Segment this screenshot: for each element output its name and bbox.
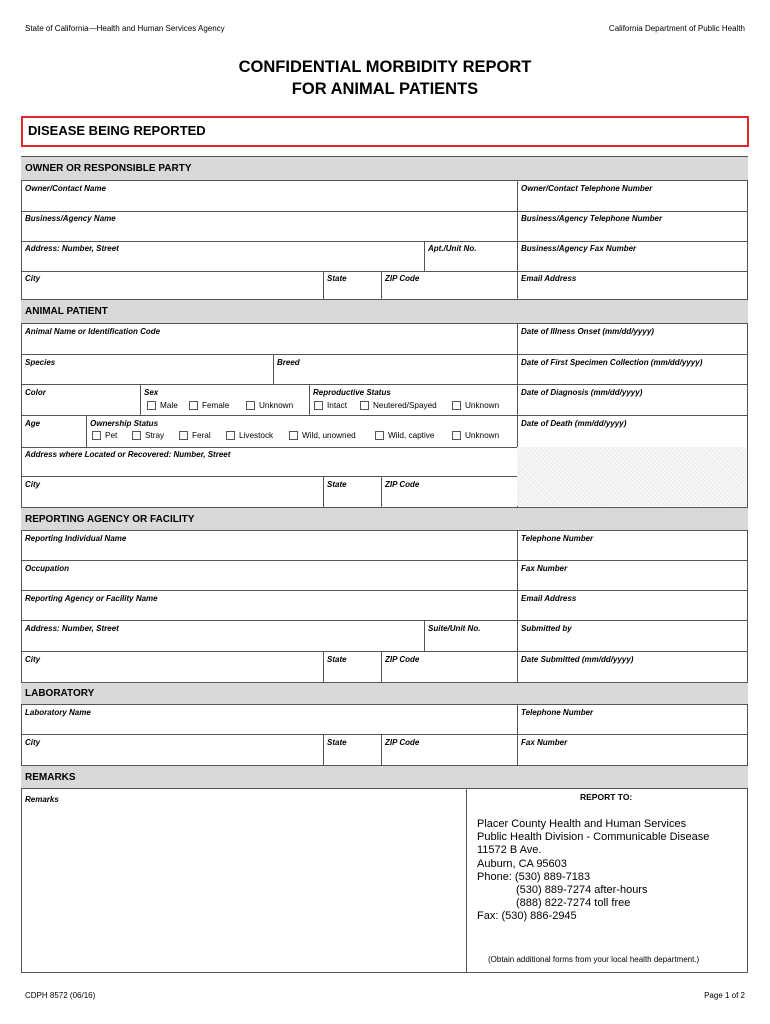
repro-intact-checkbox[interactable]: Intact: [314, 401, 347, 410]
ownership-wild-unowned-checkbox[interactable]: Wild, unowned: [289, 431, 356, 440]
repro-neutered-checkbox[interactable]: Neutered/Spayed: [360, 401, 437, 410]
animal-name-field[interactable]: Animal Name or Identification Code: [25, 327, 161, 336]
animal-zip-field[interactable]: ZIP Code: [385, 480, 420, 489]
sex-label: Sex: [144, 388, 159, 397]
reproductive-status-label: Reproductive Status: [313, 388, 391, 397]
animal-state-field[interactable]: State: [327, 480, 347, 489]
facility-name-field[interactable]: Reporting Agency or Facility Name: [25, 594, 158, 603]
age-field[interactable]: Age: [25, 419, 41, 428]
animal-city-field[interactable]: City: [25, 480, 41, 489]
business-phone-field[interactable]: Business/Agency Telephone Number: [521, 214, 663, 223]
illness-onset-date-field[interactable]: Date of Illness Onset (mm/dd/yyyy): [521, 327, 654, 336]
ownership-feral-checkbox[interactable]: Feral: [179, 431, 211, 440]
business-fax-field[interactable]: Business/Agency Fax Number: [521, 244, 637, 253]
reporting-state-field[interactable]: State: [327, 655, 347, 664]
owner-section-header: [21, 156, 748, 181]
owner-address-field[interactable]: Address: Number, Street: [25, 244, 119, 253]
owner-email-field[interactable]: Email Address: [521, 274, 577, 283]
laboratory-state-field[interactable]: State: [327, 738, 347, 747]
sex-female-checkbox[interactable]: Female: [189, 401, 229, 410]
laboratory-city-field[interactable]: City: [25, 738, 41, 747]
occupation-field[interactable]: Occupation: [25, 564, 70, 573]
disease-label: DISEASE BEING REPORTED: [28, 123, 206, 138]
shaded-unused-area: [517, 447, 747, 506]
obtain-forms-note: (Obtain additional forms from your local health department.): [488, 955, 700, 964]
color-field[interactable]: Color: [25, 388, 46, 397]
reporting-fax-field[interactable]: Fax Number: [521, 564, 568, 573]
reporting-individual-field[interactable]: Reporting Individual Name: [25, 534, 127, 543]
first-specimen-date-field[interactable]: Date of First Specimen Collection (mm/dd/yyyy): [521, 358, 703, 367]
laboratory-name-field[interactable]: Laboratory Name: [25, 708, 91, 717]
owner-state-field[interactable]: State: [327, 274, 347, 283]
form-title-line2: FOR ANIMAL PATIENTS: [291, 80, 479, 98]
reporting-city-field[interactable]: City: [25, 655, 41, 664]
agency-header: State of California—Health and Human Services Agency: [25, 24, 225, 33]
reporting-email-field[interactable]: Email Address: [521, 594, 577, 603]
laboratory-section-header: [21, 682, 748, 705]
date-submitted-field[interactable]: Date Submitted (mm/dd/yyyy): [521, 655, 634, 664]
laboratory-heading: LABORATORY: [25, 688, 95, 699]
laboratory-fax-field[interactable]: Fax Number: [521, 738, 568, 747]
breed-field[interactable]: Breed: [277, 358, 300, 367]
owner-contact-name-field[interactable]: Owner/Contact Name: [25, 184, 106, 193]
sex-male-checkbox[interactable]: Male: [147, 401, 178, 410]
laboratory-zip-field[interactable]: ZIP Code: [385, 738, 420, 747]
form-title-line1: CONFIDENTIAL MORBIDITY REPORT: [238, 58, 532, 76]
business-name-field[interactable]: Business/Agency Name: [25, 214, 116, 223]
ownership-wild-captive-checkbox[interactable]: Wild, captive: [375, 431, 434, 440]
page-number: Page 1 of 2: [704, 991, 745, 1000]
ownership-livestock-checkbox[interactable]: Livestock: [226, 431, 273, 440]
reporting-suite-field[interactable]: Suite/Unit No.: [428, 624, 481, 633]
death-date-field[interactable]: Date of Death (mm/dd/yyyy): [521, 419, 627, 428]
reporting-address-field[interactable]: Address: Number, Street: [25, 624, 119, 633]
diagnosis-date-field[interactable]: Date of Diagnosis (mm/dd/yyyy): [521, 388, 643, 397]
remarks-field[interactable]: Remarks: [25, 795, 59, 804]
reporting-heading: REPORTING AGENCY OR FACILITY: [25, 514, 195, 525]
animal-heading: ANIMAL PATIENT: [25, 306, 108, 317]
repro-unknown-checkbox[interactable]: Unknown: [452, 401, 499, 410]
owner-contact-phone-field[interactable]: Owner/Contact Telephone Number: [521, 184, 653, 193]
owner-city-field[interactable]: City: [25, 274, 41, 283]
species-field[interactable]: Species: [25, 358, 56, 367]
reporting-zip-field[interactable]: ZIP Code: [385, 655, 420, 664]
remarks-heading: REMARKS: [25, 772, 76, 783]
animal-section-header: [21, 299, 748, 324]
located-address-field[interactable]: Address where Located or Recovered: Number, Street: [25, 450, 231, 459]
disease-being-reported-field[interactable]: [21, 116, 749, 147]
ownership-stray-checkbox[interactable]: Stray: [132, 431, 164, 440]
ownership-unknown-checkbox[interactable]: Unknown: [452, 431, 499, 440]
sex-unknown-checkbox[interactable]: Unknown: [246, 401, 293, 410]
ownership-pet-checkbox[interactable]: Pet: [92, 431, 117, 440]
report-to-label: REPORT TO:: [580, 792, 633, 802]
reporting-section-header: [21, 507, 748, 531]
form-id: CDPH 8572 (06/16): [25, 991, 96, 1000]
reporting-phone-field[interactable]: Telephone Number: [521, 534, 594, 543]
department-header: California Department of Public Health: [608, 24, 745, 33]
remarks-section-header: [21, 765, 748, 789]
owner-apt-field[interactable]: Apt./Unit No.: [428, 244, 477, 253]
ownership-status-label: Ownership Status: [90, 419, 159, 428]
owner-zip-field[interactable]: ZIP Code: [385, 274, 420, 283]
submitted-by-field[interactable]: Submitted by: [521, 624, 572, 633]
laboratory-phone-field[interactable]: Telephone Number: [521, 708, 594, 717]
report-to-address: Placer County Health and Human Services Public Health Division - Communicable Disease 11572 B Ave. Auburn, CA 95603 Phone: (530) 889-7183 (530) 889-7274 after-hours (888) 822-7274 toll free Fax: (530) 886-2945: [477, 818, 710, 923]
owner-heading: OWNER OR RESPONSIBLE PARTY: [25, 163, 192, 174]
